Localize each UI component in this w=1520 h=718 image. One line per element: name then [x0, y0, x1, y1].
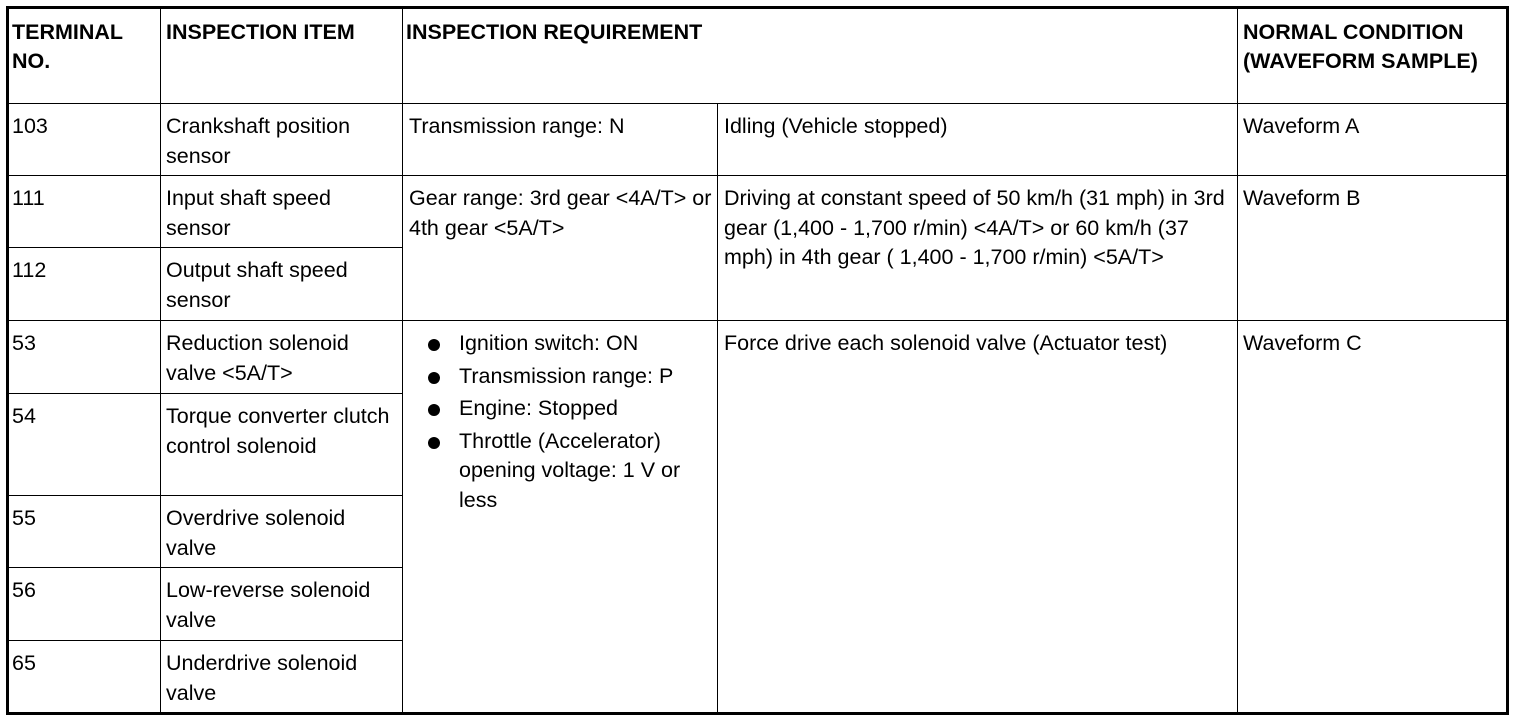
bullet-icon	[428, 372, 440, 384]
terminal-cell: 55	[8, 496, 161, 568]
header-inspection-requirement: INSPECTION REQUIREMENT	[403, 8, 1238, 104]
inspection-item-cell: Output shaft speed sensor	[161, 248, 403, 321]
header-inspection-item: INSPECTION ITEM	[161, 8, 403, 104]
normal-condition-cell: Waveform B	[1238, 176, 1508, 321]
terminal-cell: 65	[8, 641, 161, 714]
list-item-text: Throttle (Accelerator) opening voltage: 1 V or less	[459, 428, 681, 512]
table-row	[8, 176, 1508, 248]
table-row	[8, 104, 1508, 176]
terminal-cell: 111	[8, 176, 161, 248]
requirement-cell: Transmission range: N	[403, 104, 718, 176]
inspection-item-cell: Low-reverse solenoid valve	[161, 568, 403, 641]
condition-cell: Idling (Vehicle stopped)	[718, 104, 1238, 176]
list-item	[409, 329, 713, 359]
inspection-item-cell: Input shaft speed sensor	[161, 176, 403, 248]
inspection-item-cell: Crankshaft position sensor	[161, 104, 403, 176]
bullet-icon	[428, 404, 440, 416]
normal-condition-cell: Waveform C	[1238, 321, 1508, 714]
list-item	[409, 394, 713, 424]
header-terminal-no: TERMINAL NO.	[8, 8, 161, 104]
terminal-cell: 56	[8, 568, 161, 641]
inspection-item-cell: Torque converter clutch control solenoid	[161, 394, 403, 496]
list-item-text: Engine: Stopped	[459, 396, 618, 420]
list-item	[409, 427, 713, 516]
list-item-text: Transmission range: P	[459, 363, 674, 388]
inspection-item-cell: Reduction solenoid valve <5A/T>	[161, 321, 403, 394]
inspection-item-cell: Overdrive solenoid valve	[161, 496, 403, 568]
normal-condition-cell: Waveform A	[1238, 104, 1508, 176]
bullet-icon	[428, 339, 440, 351]
list-item-text: Ignition switch: ON	[459, 331, 639, 355]
inspection-table	[6, 6, 1509, 715]
terminal-cell: 53	[8, 321, 161, 394]
terminal-cell: 103	[8, 104, 161, 176]
terminal-cell: 54	[8, 394, 161, 496]
table-row	[8, 321, 1508, 394]
bullet-icon	[428, 437, 440, 449]
header-normal-condition: NORMAL CONDITION (WAVEFORM SAMPLE)	[1238, 8, 1508, 104]
inspection-item-cell: Underdrive solenoid valve	[161, 641, 403, 714]
condition-cell: Force drive each solenoid valve (Actuator test)	[718, 321, 1238, 714]
requirement-cell: Gear range: 3rd gear <4A/T> or 4th gear <5A/T>	[403, 176, 718, 321]
header-row	[8, 8, 1508, 104]
requirement-list	[409, 329, 713, 515]
condition-cell: Driving at constant speed of 50 km/h (31 mph) in 3rd gear (1,400 - 1,700 r/min) <4A/T> or 60 km/h (37 mph) in 4th gear ( 1,400 - 1,700 r/min) <5A/T>	[718, 176, 1238, 321]
requirement-cell	[403, 321, 718, 714]
terminal-cell: 112	[8, 248, 161, 321]
list-item	[409, 362, 713, 392]
